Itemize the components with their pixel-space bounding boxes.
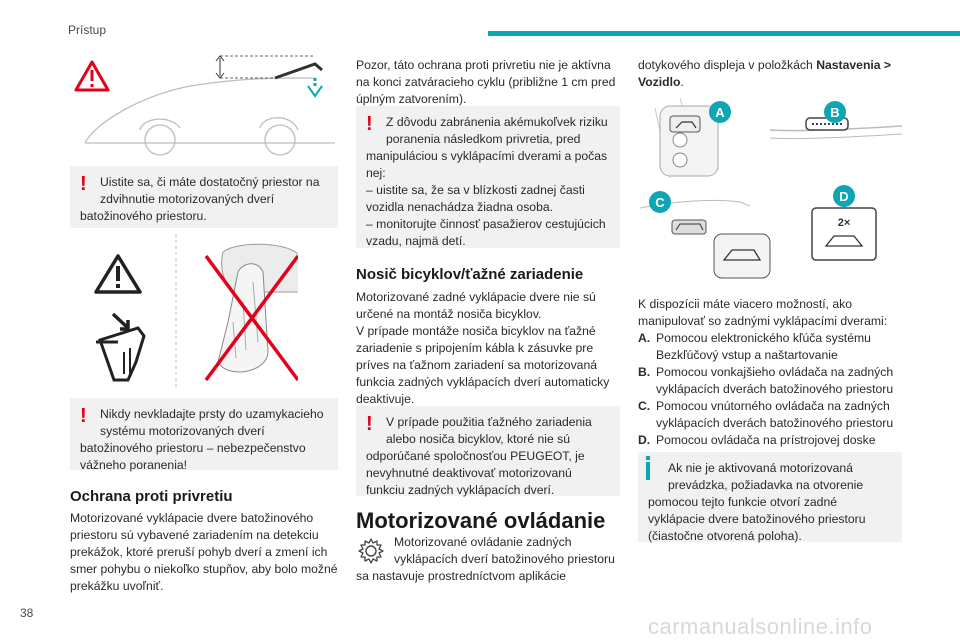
- col3-continuation: [638, 57, 906, 91]
- warning-icon: !: [80, 173, 87, 195]
- warning-2-rest: batožinového priestoru – nebezpečenstvo vážneho poranenia!: [80, 441, 306, 472]
- heading-motorized-control: Motorizované ovládanie: [356, 508, 606, 533]
- warning-3-item-2: – monitorujte činnosť pasažierov cestujúcich vzadu, najmä detí.: [366, 217, 606, 248]
- col3-continuation-text: dotykového displeja v položkách: [638, 58, 817, 72]
- col3-paragraph: K dispozícii máte viacero možností, ako manipulovať so zadnými vyklápacími dverami:: [638, 297, 888, 328]
- page-number: 38: [20, 606, 34, 620]
- label-a: A: [715, 105, 725, 120]
- list-item-label: B.: [638, 365, 651, 379]
- controls-figure: [640, 98, 910, 288]
- watermark: carmanualsonline.info: [648, 614, 873, 639]
- heading-anti-pinch: Ochrana proti privretiu: [70, 488, 233, 505]
- warning-1-first: Uistite sa, či máte dostatočný priestor na zdvihnutie motorizovaných dverí: [100, 175, 320, 206]
- list-item-text: Pomocou vonkajšieho ovládača na zadných vyklápacích dverách batožinového priestoru: [656, 365, 894, 396]
- control-options-list: [638, 330, 908, 449]
- list-item-label: A.: [638, 331, 651, 345]
- warning-icon: !: [366, 113, 373, 135]
- list-item: [638, 364, 908, 398]
- warning-box-2: [70, 398, 338, 470]
- col2-paragraph-1: Pozor, táto ochrana proti privretiu nie je aktívna na konci zatváracieho cyklu (približne 1 cm pred úplným zatvorením).: [356, 58, 616, 106]
- motorized-intro: [356, 534, 624, 585]
- warning-3-first: Z dôvodu zabránenia akémukoľvek riziku poranenia následkom privretia, pred: [386, 115, 608, 146]
- warning-box-4: [356, 406, 620, 496]
- header-section: Prístup: [68, 23, 107, 37]
- info-first: Ak nie je aktivovaná motorizovaná prevádzka, požiadavka na otvorenie: [668, 461, 864, 492]
- d-button-text: 2×: [837, 217, 851, 229]
- list-item: [638, 330, 908, 364]
- warning-1-rest: batožinového priestoru.: [80, 209, 207, 223]
- col3-continuation-end: .: [680, 75, 684, 89]
- info-box: [638, 452, 902, 542]
- anti-pinch-paragraph: Motorizované vyklápacie dvere batožinového priestoru sú vybavené zariadením na detekciu prekážok, ktoré preruší pohyb dverí a zmení ich smer pohybu o niekoľko stupňov, aby bolo možné prekážku uvoľniť.: [70, 511, 338, 593]
- bike-carrier-paragraph-1: Motorizované zadné vyklápacie dvere nie sú určené na montáž nosiča bicyklov.: [356, 290, 596, 321]
- hand-warning-figure: [78, 232, 298, 392]
- warning-3-rest: manipuláciou s vyklápacími dverami a počas nej:: [366, 149, 608, 180]
- list-item: [638, 432, 908, 449]
- list-item-text: Pomocou vnútorného ovládača na zadných vyklápacích dverách batožinového priestoru: [656, 399, 894, 430]
- warning-icon: !: [80, 405, 87, 427]
- motorized-intro-rest: sa nastavuje prostredníctvom aplikácie: [356, 569, 567, 583]
- warning-3-item-1: – uistite sa, že sa v blízkosti zadnej časti vozidla nenachádza žiadna osoba.: [366, 183, 585, 214]
- list-item-label: C.: [638, 399, 651, 413]
- car-tailgate-figure: [70, 48, 338, 160]
- list-item-label: D.: [638, 433, 651, 447]
- label-d: D: [839, 189, 849, 204]
- warning-4-first: V prípade použitia ťažného zariadenia alebo nosiča bicyklov, ktoré nie sú: [386, 415, 592, 446]
- header-accent-bar: [488, 31, 960, 36]
- warning-icon: !: [366, 413, 373, 435]
- list-item-text: Pomocou ovládača na prístrojovej doske: [656, 433, 876, 447]
- warning-box-3: [356, 106, 620, 248]
- warning-box-1: [70, 166, 338, 228]
- label-b: B: [830, 105, 840, 120]
- warning-4-rest: odporúčané spoločnosťou PEUGEOT, je nevyhnutné deaktivovať motorizovanú funkciu zadných vyklápacích dverí.: [366, 449, 585, 497]
- label-c: C: [655, 195, 665, 210]
- settings-path: Nastavenia > Vozidlo: [638, 58, 892, 89]
- list-item-text: Pomocou elektronického kľúča systému Bezkľúčový vstup a naštartovanie: [656, 331, 871, 362]
- info-rest: pomocou tejto funkcie otvorí zadné vyklápacie dvere batožinového priestoru (čiastočne otvorená poloha).: [648, 495, 866, 543]
- heading-bike-carrier: Nosič bicyklov/ťažné zariadenie: [356, 266, 584, 283]
- warning-2-first: Nikdy nevkladajte prsty do uzamykacieho systému motorizovaných dverí: [100, 407, 324, 438]
- motorized-intro-first: Motorizované ovládanie zadných vyklápacích dverí batožinového priestoru: [394, 535, 615, 566]
- bike-carrier-paragraph-2: V prípade montáže nosiča bicyklov na ťažné zariadenie s pripojením kábla k zásuvke pre príves na ťažnom zariadení sa motorizovaná funkcia zadných vyklápacích dverí automaticky deaktivuje.: [356, 324, 610, 406]
- list-item: [638, 398, 908, 432]
